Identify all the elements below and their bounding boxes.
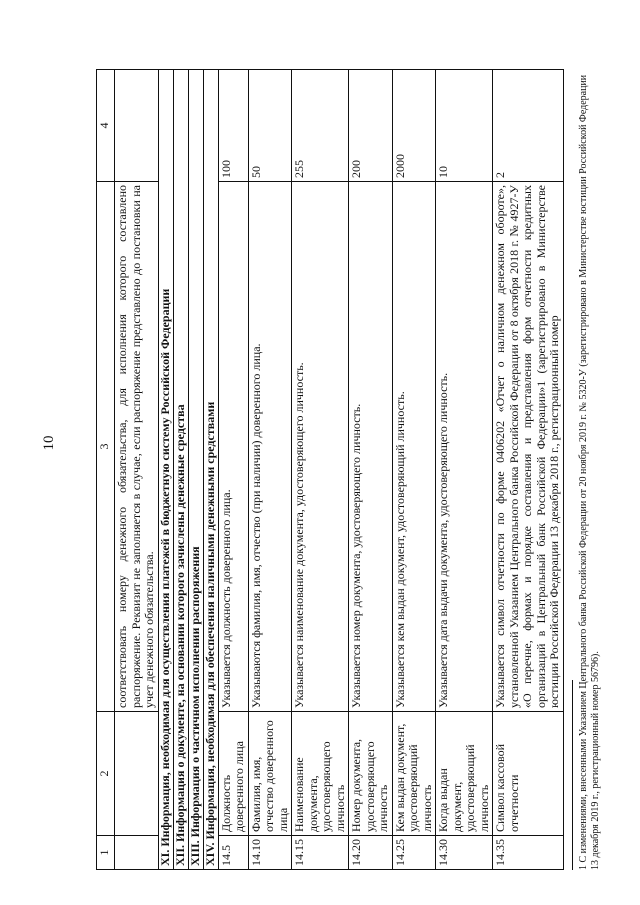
footnote: 1 С изменениями, внесенными Указанием Центрального банка Российской Федерации от 20 ноября 2019 г. № 5320-У (зарегистрировано в Министерстве юстиции Российской Федерации 13 декабря 2019 г., регистрационный номер 56796). (578, 74, 601, 870)
table-row (218, 70, 248, 870)
table-row (493, 70, 564, 870)
section-row-xii (173, 70, 188, 870)
cell-length: 100 (218, 70, 248, 182)
section-row-xi (158, 70, 173, 870)
table-row (349, 70, 393, 870)
cell-code: 14.5 (218, 836, 248, 870)
cell-code: 14.15 (292, 836, 349, 870)
page-number: 10 (41, 435, 57, 451)
section-row-xiv (203, 70, 218, 870)
cell-description: Указывается символ отчетности по форме 0406202 «Отчет о наличном денежном обороте», установленной Указанием Центрального банка Российской Федерации от 8 октября 2018 г. № 4927-У «О перечне, формах и порядке составления и представления форм отчетности кредитных организаций в Центральный банк Российской Федерации»1 (зарегистрировано в Министерстве юстиции Российской Федерации 13 декабря 2018 г., регистрационный номер (493, 182, 564, 712)
cell-description: Указываются фамилия, имя, отчество (при наличии) доверенного лица. (248, 182, 292, 712)
cell-length: 200 (349, 70, 393, 182)
cell-code: 14.35 (493, 836, 564, 870)
cell-length: 2000 (392, 70, 436, 182)
table-row (248, 70, 292, 870)
cell-name: Должность доверенного лица (218, 712, 248, 836)
section-heading: XI. Информация, необходимая для осуществления платежей в бюджетную систему Российской Федерации (158, 70, 173, 870)
cell-description: соответствовать номеру денежного обязательства, для исполнения которого составлено распоряжение. Реквизит не заполняется в случае, если распоряжение представлено до постановки на учет денежного обязательства. (115, 182, 159, 712)
col-header-2: 2 (97, 712, 115, 836)
cell-code: 14.20 (349, 836, 393, 870)
footnote-divider (572, 680, 573, 870)
table-row-continuation (115, 70, 159, 870)
table-row (292, 70, 349, 870)
section-heading: XII. Информация о документе, на основании которого зачислены денежные средства (173, 70, 188, 870)
section-heading: XIII. Информация о частичном исполнении распоряжения (188, 70, 203, 870)
col-header-1: 1 (97, 836, 115, 870)
cell-code: 14.25 (392, 836, 436, 870)
cell-length: 255 (292, 70, 349, 182)
col-header-3: 3 (97, 182, 115, 712)
cell-description: Указывается дата выдачи документа, удостоверяющего личность. (436, 182, 493, 712)
section-row-xiii (188, 70, 203, 870)
cell-length: 50 (248, 70, 292, 182)
cell-length: 10 (436, 70, 493, 182)
requisites-table (96, 69, 564, 870)
section-heading: XIV. Информация, необходимая для обеспечения наличными денежными средствами (203, 70, 218, 870)
table-header-row (97, 70, 115, 870)
cell-name: Номер документа, удостоверяющего личность (349, 712, 393, 836)
cell-length: 2 (493, 70, 564, 182)
cell-description: Указывается кем выдан документ, удостоверяющий личность. (392, 182, 436, 712)
cell-name: Когда выдан документ, удостоверяющий личность (436, 712, 493, 836)
cell-name: Кем выдан документ, удостоверяющий личность (392, 712, 436, 836)
cell-code: 14.30 (436, 836, 493, 870)
cell-description: Указывается номер документа, удостоверяющего личность. (349, 182, 393, 712)
cell-name: Фамилия, имя, отчество доверенного лица (248, 712, 292, 836)
cell-description: Указывается должность доверенного лица. (218, 182, 248, 712)
rotated-page-content (96, 70, 601, 870)
table-row (392, 70, 436, 870)
cell-name: Наименование документа, удостоверяющего личность (292, 712, 349, 836)
cell-name: Символ кассовой отчетности (493, 712, 564, 836)
cell-description: Указывается наименование документа, удостоверяющего личность. (292, 182, 349, 712)
col-header-4: 4 (97, 70, 115, 182)
table-row (436, 70, 493, 870)
cell-code: 14.10 (248, 836, 292, 870)
